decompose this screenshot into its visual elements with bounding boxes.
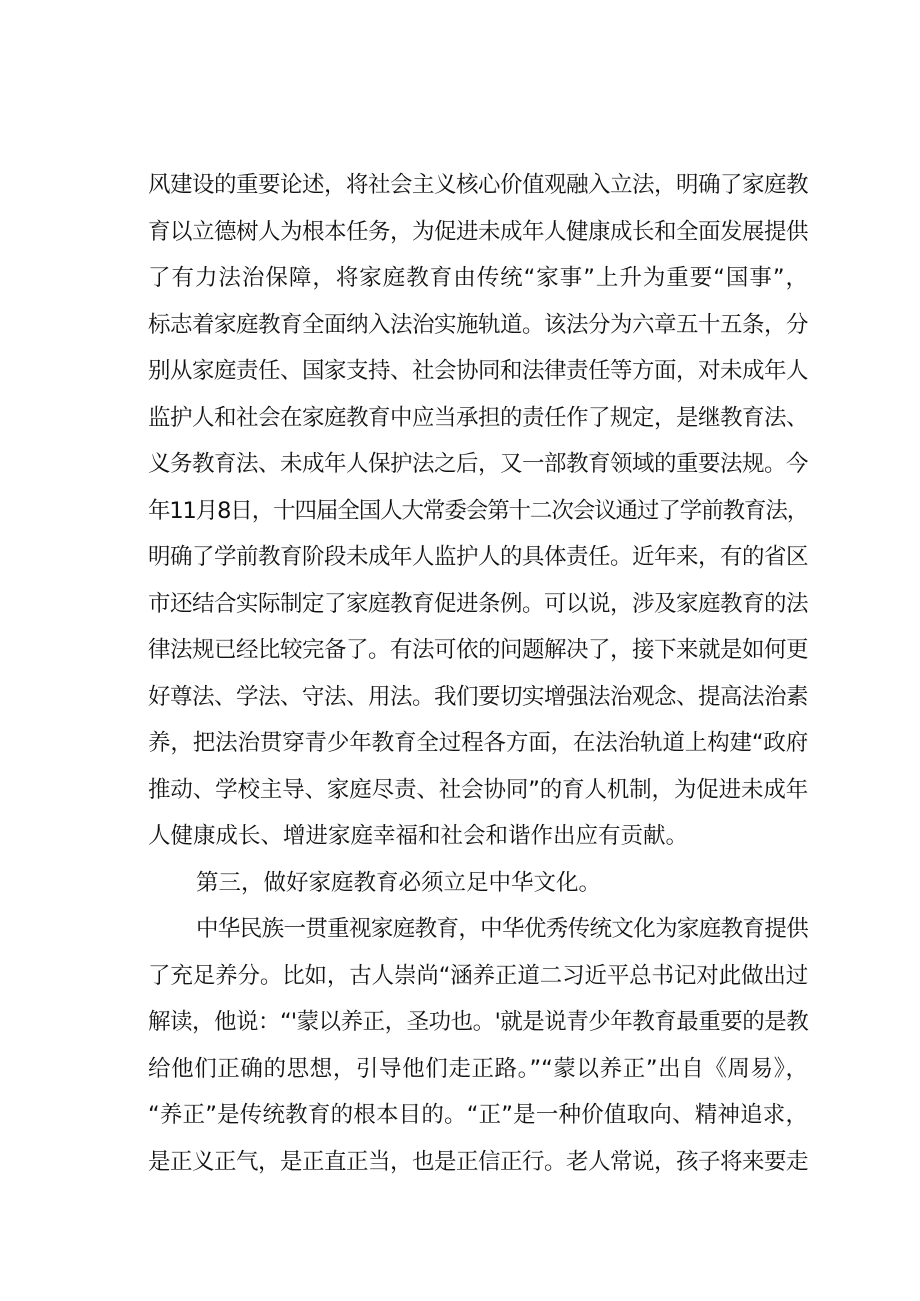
body-line: 人健康成长、增进家庭幸福和社会和谐作出应有贡献。 bbox=[148, 823, 689, 849]
body-line: 标志着家庭教育全面纳入法治实施轨道。该法分为六章五十五条，分 bbox=[148, 311, 809, 338]
body-line: 别从家庭责任、国家支持、社会协同和法律责任等方面，对未成年人 bbox=[148, 358, 809, 384]
document-body bbox=[148, 162, 808, 1185]
section-heading: 第三，做好家庭教育必须立足中华文化。 bbox=[196, 869, 602, 896]
body-line: 风建设的重要论述，将社会主义核心价值观融入立法，明确了家庭教 bbox=[148, 172, 809, 198]
body-line: 律法规已经比较完备了。有法可依的问题解决了，接下来就是如何更 bbox=[148, 637, 809, 663]
body-line: 市还结合实际制定了家庭教育促进条例。可以说，涉及家庭教育的法 bbox=[148, 590, 809, 617]
body-line: 给他们正确的思想，引导他们走正路。”“蒙以养正”出自《周易》， bbox=[148, 1055, 808, 1082]
body-line: 监护人和社会在家庭教育中应当承担的责任作了规定，是继教育法、 bbox=[148, 404, 809, 431]
body-line: 明确了学前教育阶段未成年人监护人的具体责任。近年来，有的省区 bbox=[148, 544, 809, 570]
body-line: 义务教育法、未成年人保护法之后，又一部教育领域的重要法规。今 bbox=[148, 451, 809, 477]
body-line: 中华民族一贯重视家庭教育，中华优秀传统文化为家庭教育提供 bbox=[196, 916, 808, 942]
body-line: 了充足养分。比如，古人崇尚“涵养正道二习近平总书记对此做出过 bbox=[148, 962, 808, 989]
body-line: 解读，他说：“'蒙以养正，圣功也。'就是说青少年教育最重要的是教 bbox=[148, 1009, 808, 1035]
body-line: 好尊法、学法、守法、用法。我们要切实增强法治观念、提高法治素 bbox=[148, 683, 809, 710]
body-line: 年11月8日，十四届全国人大常委会第十二次会议通过了学前教育法， bbox=[148, 497, 808, 524]
body-line: 了有力法治保障，将家庭教育由传统“家事”上升为重要“国事”， bbox=[148, 265, 808, 291]
body-line: 养，把法治贯穿青少年教育全过程各方面，在法治轨道上构建“政府 bbox=[148, 730, 808, 756]
body-line: 推动、学校主导、家庭尽责、社会协同”的育人机制，为促进未成年 bbox=[148, 776, 808, 803]
body-line: 育以立德树人为根本任务，为促进未成年人健康成长和全面发展提供 bbox=[148, 218, 809, 245]
body-line: “养正”是传统教育的根本目的。“正”是一种价值取向、精神追求， bbox=[148, 1102, 808, 1128]
body-line: 是正义正气，是正直正当，也是正信正行。老人常说，孩子将来要走 bbox=[148, 1148, 809, 1175]
